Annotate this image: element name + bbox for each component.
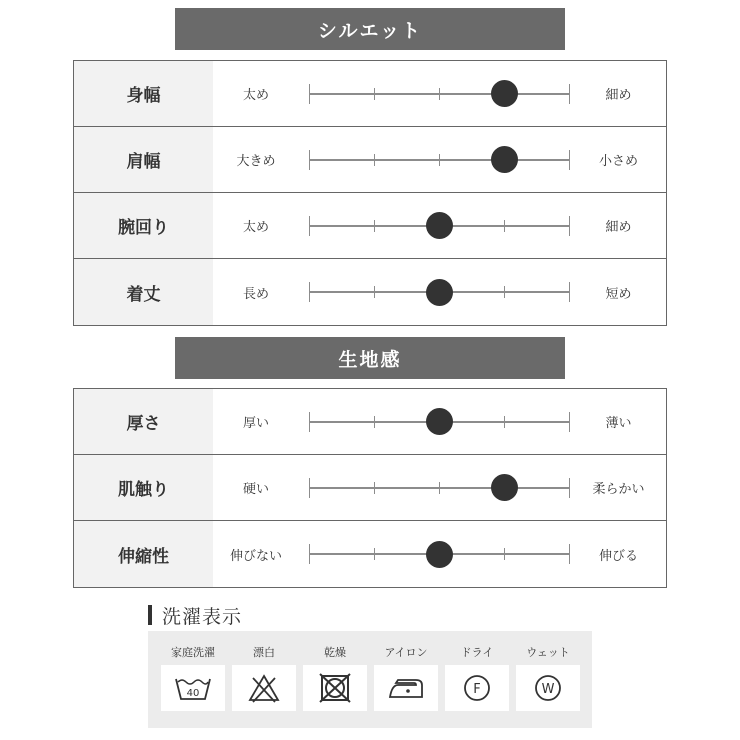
row-label: 身幅 [74,61,213,126]
rating-body [213,259,666,325]
scale-tick [309,150,310,170]
rating-body [213,193,666,258]
rating-dot [491,146,518,173]
scale-right-label: 細め [605,220,632,235]
care-label: ドライ [460,646,494,659]
scale-tick [374,88,375,100]
scale-tick [309,412,310,432]
scale-left-label: 長め [242,286,269,302]
svg-text:40: 40 [186,688,200,699]
scale-tick [439,482,440,494]
scale-tick [374,482,375,494]
row-label: 肩幅 [74,127,213,192]
rating-body [213,455,666,520]
scale-tick [374,416,375,428]
scale-tick [309,544,310,564]
scale-tick [504,416,505,428]
care-item [516,631,580,728]
rating-body [213,389,666,454]
rating-body [213,127,666,192]
care-item [303,631,367,728]
scale-right-label: 短め [605,286,632,302]
care-label: 漂白 [253,646,275,659]
texture-table [73,388,667,588]
care-item [445,631,509,728]
rating-dot [426,408,453,435]
scale-tick [309,478,310,498]
scale-tick [569,478,570,498]
svg-text:F: F [473,682,481,697]
row-label: 肌触り [74,455,213,520]
scale-tick [569,282,570,302]
care-panel [148,631,592,728]
rating-row [74,259,666,325]
row-label: 腕回り [74,193,213,258]
rating-dot [426,212,453,239]
silhouette-table [73,60,667,326]
scale-tick [309,216,310,236]
scale-tick [309,282,310,302]
scale-left-label: 太め [242,88,269,103]
scale-tick [504,220,505,232]
rating-row [74,127,666,193]
iron-icon [374,665,438,711]
scale-tick [569,84,570,104]
scale-tick [569,412,570,432]
care-label: 家庭洗濯 [171,646,215,659]
scale-right-label: 柔らかい [592,482,645,497]
no-tumble-dry-icon [303,665,367,711]
care-item [161,631,225,728]
row-label: 着丈 [74,259,213,325]
scale-tick [374,220,375,232]
dry-clean-f-icon [445,665,509,711]
rating-row [74,389,666,455]
rating-dot [426,541,453,568]
rating-body [213,61,666,126]
wet-clean-w-icon [516,665,580,711]
rating-row [74,193,666,259]
rating-body [213,521,666,587]
rating-dot [491,80,518,107]
care-title-text: 洗濯表示 [162,605,243,628]
washtub-40-icon [161,665,225,711]
section-header-texture: 生地感 [175,337,565,379]
no-bleach-icon [232,665,296,711]
care-title-bar [148,605,152,625]
rating-dot [491,474,518,501]
scale-tick [374,154,375,166]
rating-row [74,455,666,521]
scale-right-label: 伸びる [598,548,638,564]
scale-right-label: 小さめ [598,154,638,169]
rating-row [74,521,666,587]
care-label: ウェット [526,646,570,659]
scale-left-label: 大きめ [236,154,276,169]
care-label: 乾燥 [324,646,346,659]
svg-text:W: W [541,682,555,697]
scale-tick [504,286,505,298]
scale-right-label: 薄い [605,416,632,431]
care-item [374,631,438,728]
scale-left-label: 太め [242,220,269,235]
section-header-silhouette: シルエット [175,8,565,50]
scale-tick [374,548,375,560]
rating-dot [426,279,453,306]
scale-tick [569,150,570,170]
row-label: 伸縮性 [74,521,213,587]
scale-tick [374,286,375,298]
row-label: 厚さ [74,389,213,454]
scale-left-label: 硬い [242,482,269,497]
care-label: アイロン [384,646,428,659]
scale-tick [439,88,440,100]
scale-left-label: 伸びない [229,548,282,564]
rating-row [74,61,666,127]
scale-tick [309,84,310,104]
scale-right-label: 細め [605,88,632,103]
scale-tick [569,216,570,236]
scale-tick [504,548,505,560]
scale-tick [569,544,570,564]
scale-left-label: 厚い [242,416,269,431]
care-item [232,631,296,728]
care-title [148,604,242,626]
scale-tick [439,154,440,166]
